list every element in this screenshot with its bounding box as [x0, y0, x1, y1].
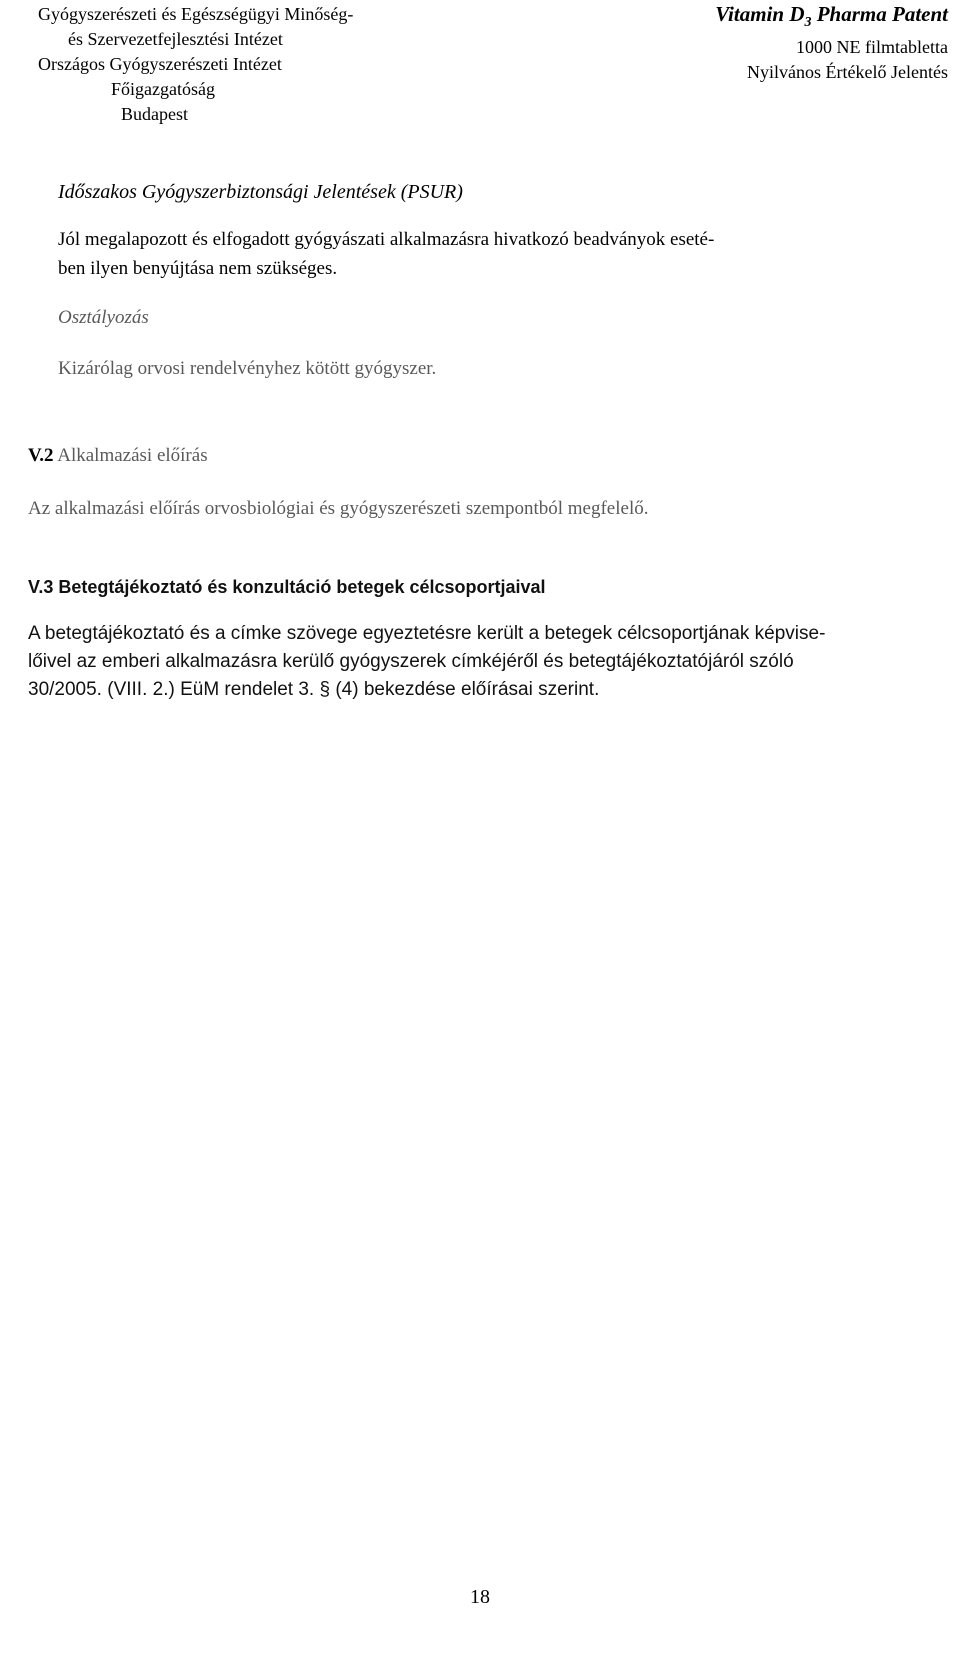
product-name-suffix: Pharma Patent [811, 2, 948, 26]
header-institution-line: Budapest [121, 104, 188, 124]
classification-text: Kizárólag orvosi rendelvényhez kötött gyógyszer. [58, 358, 437, 379]
section-v3 [28, 573, 928, 704]
classification-title: Osztályozás [58, 307, 149, 328]
psur-text-line: Jól megalapozott és elfogadott gyógyászati alkalmazásra hivatkozó beadványok eseté- [58, 229, 715, 250]
product-name-prefix: Vitamin D [715, 2, 805, 26]
header-institution-line: Országos Gyógyszerészeti Intézet [38, 54, 282, 74]
psur-text-line: ben ilyen benyújtása nem szükséges. [58, 258, 338, 279]
header-institution-line: Főigazgatóság [111, 79, 215, 99]
header-product [715, 2, 948, 85]
product-name [715, 2, 948, 35]
section-v3-text-line: lőivel az emberi alkalmazásra kerülő gyógyszerek címkéjéről és betegtájékoztatójáról szóló [28, 651, 794, 672]
page-number: 18 [470, 1586, 490, 1608]
section-v2-heading [28, 442, 918, 470]
psur-title: Időszakos Gyógyszerbiztonsági Jelentések (PSUR) [58, 181, 463, 203]
psur-text [58, 225, 918, 283]
section-v3-text-line: 30/2005. (VIII. 2.) EüM rendelet 3. § (4) bekezdése előírásai szerint. [28, 679, 600, 700]
header-institution-line: Gyógyszerészeti és Egészségügyi Minőség- [38, 4, 354, 24]
psur-section [58, 178, 918, 383]
section-v3-text-line: A betegtájékoztató és a címke szövege egyeztetésre került a betegek célcsoportjának képvise- [28, 623, 826, 644]
section-v2 [28, 442, 918, 523]
section-v2-number: V.2 [28, 445, 54, 466]
section-v3-title: V.3 Betegtájékoztató és konzultáció betegek célcsoportjaival [28, 577, 546, 597]
section-v2-text: Az alkalmazási előírás orvosbiológiai és gyógyszerészeti szempontból megfelelő. [28, 498, 649, 519]
report-type: Nyilvános Értékelő Jelentés [747, 62, 948, 83]
header-institution-line: és Szervezetfejlesztési Intézet [68, 29, 283, 49]
section-v3-text [28, 620, 928, 704]
section-v2-title: Alkalmazási előírás [53, 445, 208, 466]
product-name-subscript: 3 [804, 15, 812, 31]
product-form: 1000 NE filmtabletta [796, 37, 948, 58]
header-institution [38, 2, 353, 127]
